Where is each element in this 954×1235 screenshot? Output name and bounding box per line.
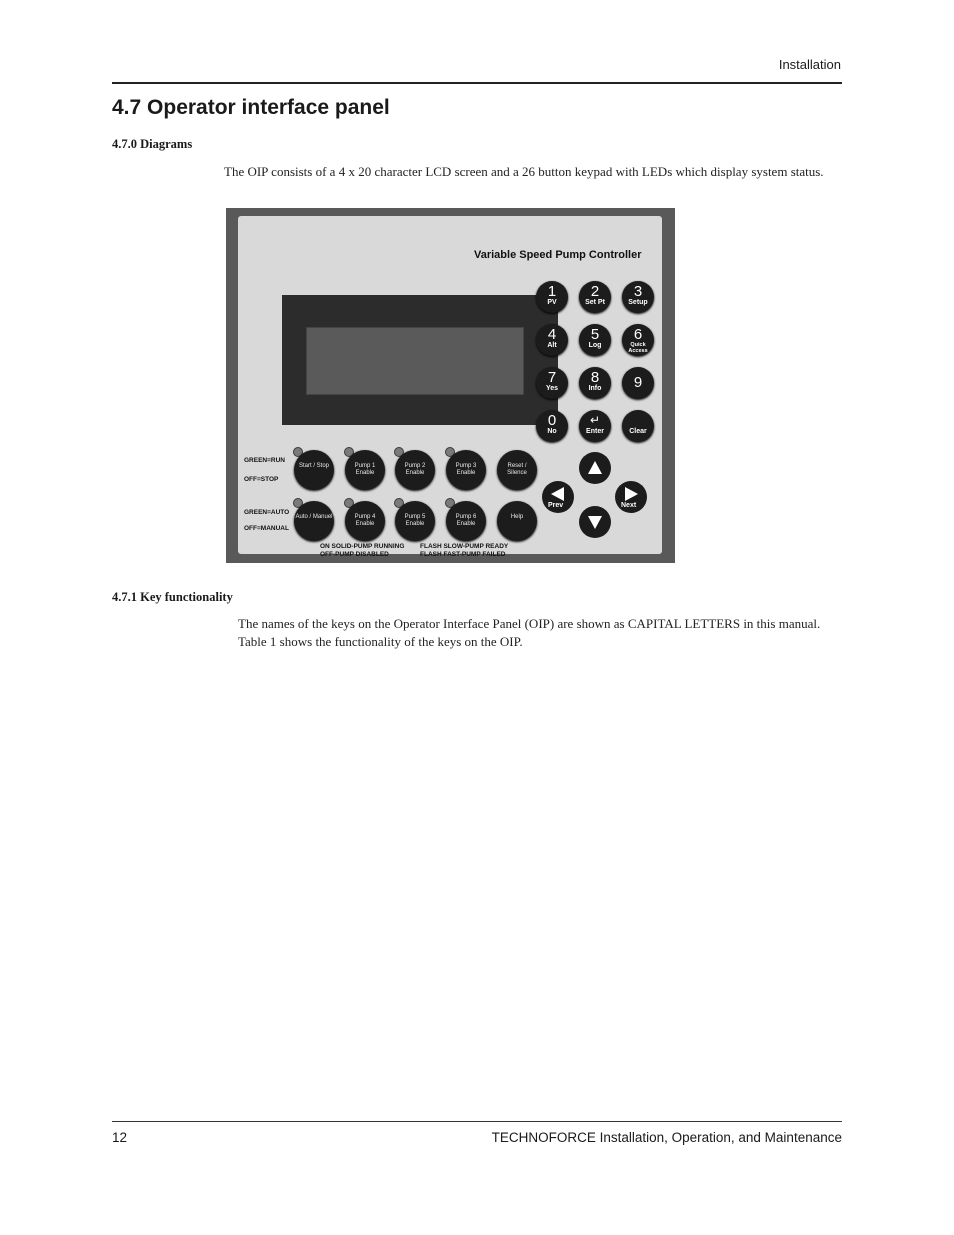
legend-green-run: GREEN=RUN xyxy=(244,457,285,464)
pump-3-enable-button[interactable]: Pump 3 Enable xyxy=(446,450,486,490)
key-functionality-paragraph: The names of the keys on the Operator Interface Panel (OIP) are shown as CAPITAL LETTERS in this manual. Table 1 shows the functionality of the keys on the OIP. xyxy=(238,616,821,649)
diagrams-paragraph: The OIP consists of a 4 x 20 character LCD screen and a 26 button keypad with LEDs which display system status. xyxy=(224,164,824,179)
footer-rule xyxy=(112,1121,842,1122)
legend-off-pump: OFF-PUMP DISABLED xyxy=(320,551,389,558)
key-clear[interactable]: Clear xyxy=(622,410,654,442)
pump-2-enable-button[interactable]: Pump 2 Enable xyxy=(395,450,435,490)
down-arrow-button[interactable] xyxy=(579,506,611,538)
pump-1-enable-button[interactable]: Pump 1 Enable xyxy=(345,450,385,490)
legend-on-solid: ON SOLID-PUMP RUNNING xyxy=(320,543,405,550)
header-rule xyxy=(112,82,842,84)
left-arrow-icon xyxy=(551,487,564,501)
start-stop-button[interactable]: Start / Stop xyxy=(294,450,334,490)
reset-silence-button[interactable]: Reset / Silence xyxy=(497,450,537,490)
key-1-pv[interactable]: 1 PV xyxy=(536,281,568,313)
legend-flash-fast: FLASH FAST-PUMP FAILED xyxy=(420,551,506,558)
running-header: Installation xyxy=(778,57,841,72)
key-4-alt[interactable]: 4 Alt xyxy=(536,324,568,356)
section-title: 4.7 Operator interface panel xyxy=(112,96,390,119)
pump-6-enable-button[interactable]: Pump 6 Enable xyxy=(446,501,486,541)
auto-manual-button[interactable]: Auto / Manuel xyxy=(294,501,334,541)
lcd-screen xyxy=(306,327,524,395)
pump-5-enable-button[interactable]: Pump 5 Enable xyxy=(395,501,435,541)
oip-photo xyxy=(226,208,675,563)
diagrams-heading: 4.7.0 Diagrams xyxy=(112,137,193,151)
key-functionality-heading: 4.7.1 Key functionality xyxy=(112,590,233,604)
key-9[interactable]: 9 xyxy=(622,367,654,399)
key-0-no[interactable]: 0 No xyxy=(536,410,568,442)
key-3-setup[interactable]: 3 Setup xyxy=(622,281,654,313)
next-arrow-button[interactable]: Next xyxy=(615,481,647,513)
legend-off-stop: OFF=STOP xyxy=(244,476,279,483)
footer-doc-title: TECHNOFORCE Installation, Operation, and Maintenance xyxy=(491,1130,842,1145)
prev-arrow-button[interactable]: Prev xyxy=(542,481,574,513)
key-enter[interactable]: ↵ Enter xyxy=(579,410,611,442)
key-8-info[interactable]: 8 Info xyxy=(579,367,611,399)
up-arrow-icon xyxy=(588,461,602,474)
key-2-set-pt[interactable]: 2 Set Pt xyxy=(579,281,611,313)
page-number: 12 xyxy=(112,1130,128,1145)
key-7-yes[interactable]: 7 Yes xyxy=(536,367,568,399)
up-arrow-button[interactable] xyxy=(579,452,611,484)
help-button[interactable]: Help xyxy=(497,501,537,541)
key-5-log[interactable]: 5 Log xyxy=(579,324,611,356)
legend-flash-slow: FLASH SLOW-PUMP READY xyxy=(420,543,509,550)
pump-4-enable-button[interactable]: Pump 4 Enable xyxy=(345,501,385,541)
down-arrow-icon xyxy=(588,516,602,529)
right-arrow-icon xyxy=(625,487,638,501)
oip-panel xyxy=(238,216,662,558)
enter-arrow-icon: ↵ xyxy=(589,413,601,427)
panel-title: Variable Speed Pump Controller xyxy=(474,249,642,261)
key-6-quick-access[interactable]: 6 Quick Access xyxy=(622,324,654,356)
legend-off-manual: OFF=MANUAL xyxy=(244,525,289,532)
legend-green-auto: GREEN=AUTO xyxy=(244,509,290,516)
